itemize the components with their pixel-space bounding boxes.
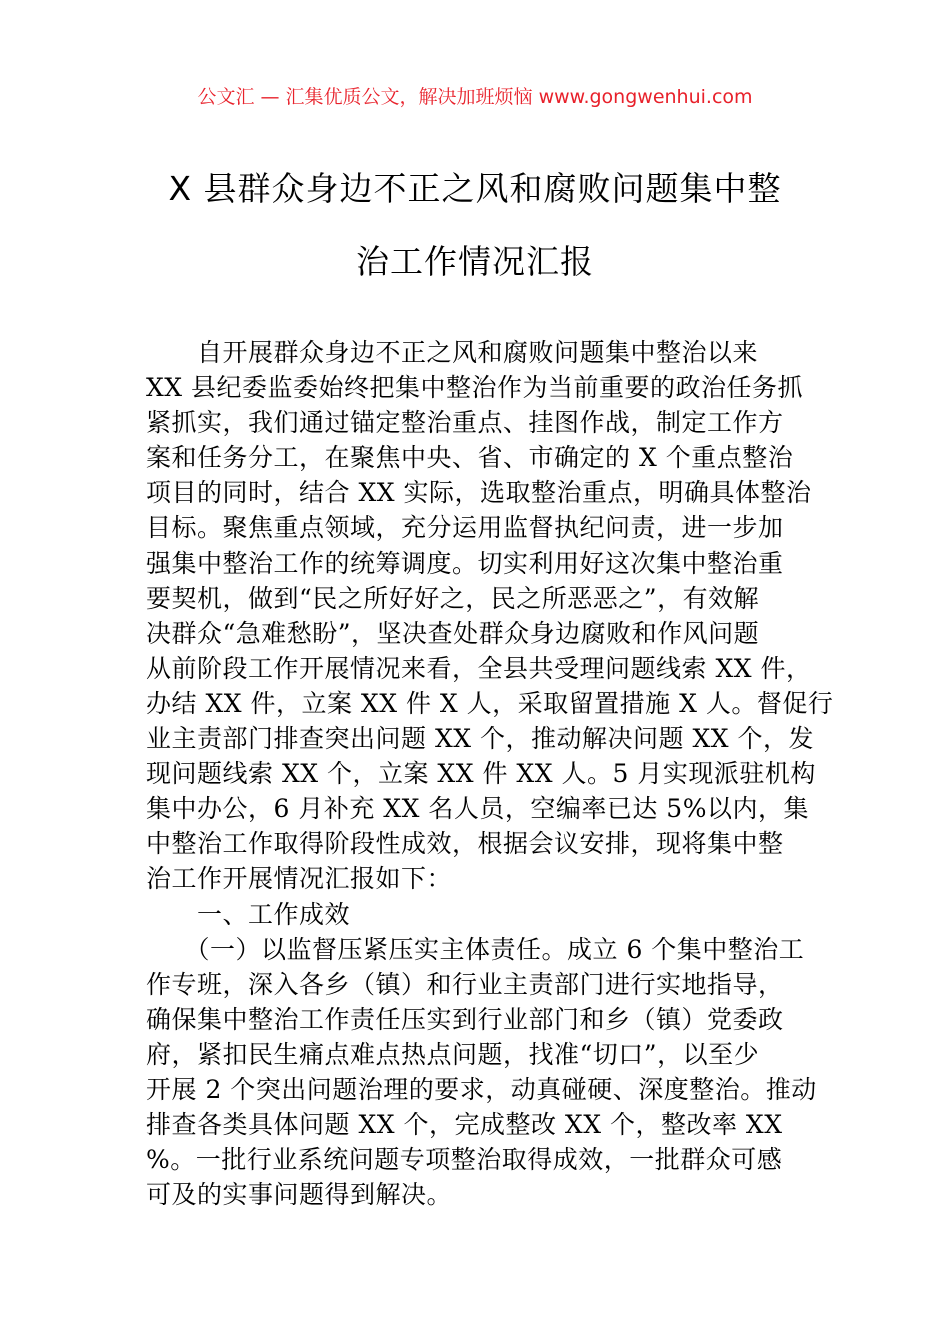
body-line: 目标。聚焦重点领域，充分运用监督执纪问责，进一步加: [146, 513, 784, 543]
body-line: 紧抓实，我们通过锚定整治重点、挂图作战，制定工作方: [146, 408, 784, 438]
site-header-link[interactable]: 公文汇 — 汇集优质公文，解决加班烦恼 www.gongwenhui.com: [197, 86, 753, 108]
body-line: 办结 XX 件，立案 XX 件 X 人，采取留置措施 X 人。督促行: [146, 688, 834, 718]
body-line: 强集中整治工作的统筹调度。切实利用好这次集中整治重: [146, 548, 784, 578]
title-line: 治工作情况汇报: [356, 242, 594, 281]
body-line: %。一批行业系统问题专项整治取得成效，一批群众可感: [146, 1145, 783, 1175]
body-line: 要契机，做到“民之所好好之，民之所恶恶之”，有效解: [146, 583, 760, 613]
body-line: 排查各类具体问题 XX 个，完成整改 XX 个，整改率 XX: [146, 1110, 783, 1140]
section-heading: 一、工作成效: [146, 899, 351, 929]
body-line: 中整治工作取得阶段性成效，根据会议安排，现将集中整: [146, 829, 784, 859]
document-title: [140, 152, 810, 298]
body-line: 案和任务分工，在聚焦中央、省、市确定的 X 个重点整治: [146, 443, 794, 473]
body-line: 项目的同时，结合 XX 实际，选取整治重点，明确具体整治: [146, 478, 812, 508]
body-line: XX 县纪委监委始终把集中整治作为当前重要的政治任务抓: [146, 373, 804, 403]
body-line: 决群众“急难愁盼”，坚决查处群众身边腐败和作风问题: [146, 618, 760, 648]
body-line: 作专班，深入各乡（镇）和行业主责部门进行实地指导，: [146, 969, 784, 999]
body-line: 集中办公，6 月补充 XX 名人员，空编率已达 5%以内，集: [146, 794, 809, 824]
body-line: 自开展群众身边不正之风和腐败问题集中整治以来: [146, 338, 759, 367]
body-line: 可及的实事问题得到解决。: [146, 1180, 453, 1210]
body-line: 确保集中整治工作责任压实到行业部门和乡（镇）党委政: [146, 1004, 784, 1034]
document-body: [146, 335, 834, 1212]
body-line: 业主责部门排查突出问题 XX 个，推动解决问题 XX 个，发: [146, 724, 814, 754]
title-line: X 县群众身边不正之风和腐败问题集中整: [168, 169, 782, 208]
body-line: 治工作开展情况汇报如下：: [146, 864, 453, 894]
body-line: 现问题线索 XX 个，立案 XX 件 XX 人。5 月实现派驻机构: [146, 759, 816, 789]
body-line: 从前阶段工作开展情况来看，全县共受理问题线索 XX 件，: [146, 653, 812, 683]
body-line: 开展 2 个突出问题治理的要求，动真碰硬、深度整治。推动: [146, 1074, 817, 1104]
body-line: 府，紧扣民生痛点难点热点问题，找准“切口”，以至少: [146, 1039, 760, 1069]
body-line: （一）以监督压紧压实主体责任。成立 6 个集中整治工: [146, 934, 805, 964]
